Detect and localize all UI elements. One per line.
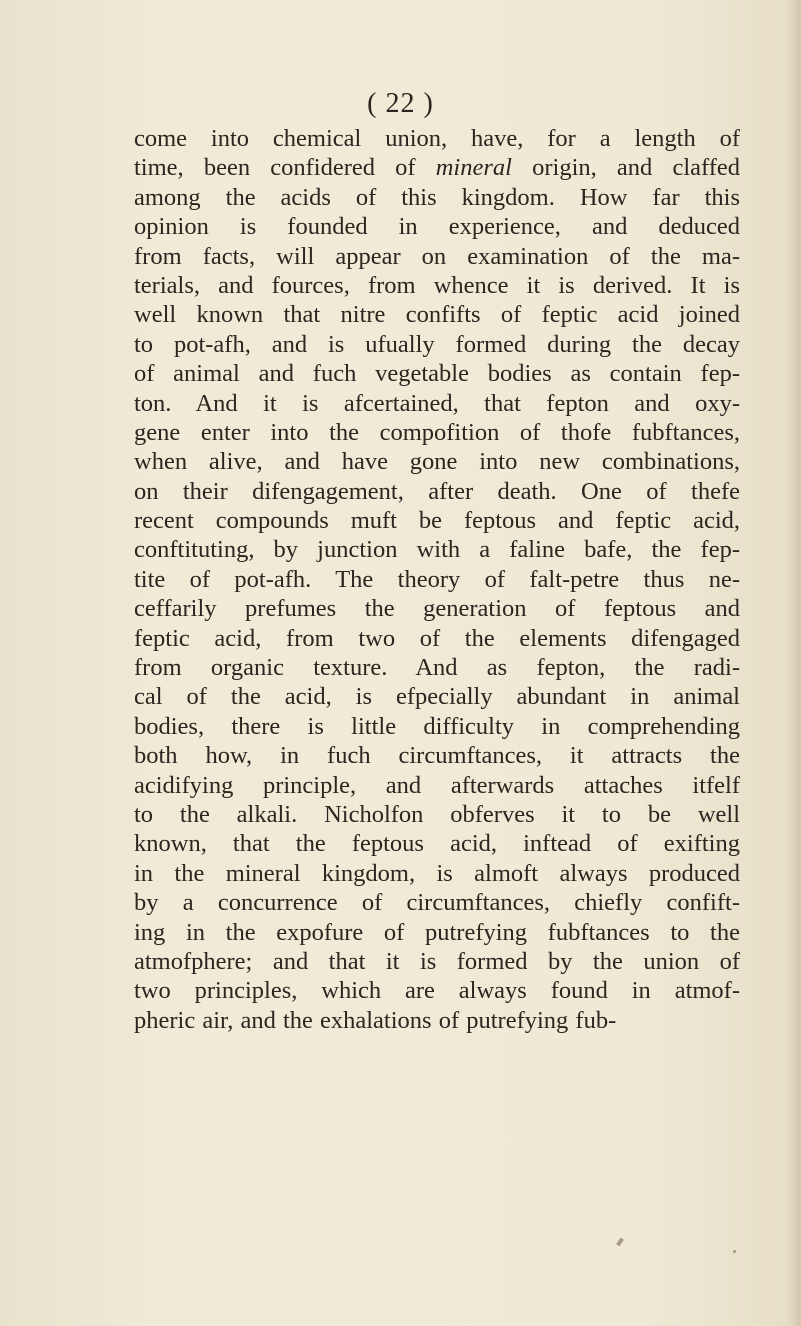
text-line: from facts, will appear on examination of the ma- [134, 242, 740, 270]
text-line: pheric air, and the exhalations of putrefying fub- [134, 1006, 617, 1034]
text-line: ton. And it is afcertained, that fepton and oxy- [134, 389, 740, 417]
text-line: gene enter into the compofition of thofe fubftances, [134, 418, 740, 446]
text-line: in the mineral kingdom, is almoft always produced [134, 859, 740, 887]
text-line: both how, in fuch circumftances, it attracts the [134, 742, 740, 770]
text-line: recent compounds muft be feptous and feptic acid, [134, 507, 740, 535]
text-line: conftituting, by junction with a faline bafe, the fep- [134, 536, 740, 564]
text-line: ceffarily prefumes the generation of feptous and [134, 595, 740, 623]
page-number: ( 22 ) [367, 88, 434, 119]
text-line: by a concurrence of circumftances, chiefly confift- [134, 889, 740, 917]
text-line: come into chemical union, have, for a length of [134, 125, 740, 152]
text-line: tite of pot-afh. The theory of falt-petre thus ne- [134, 565, 740, 593]
text-line: two principles, which are always found in atmof- [134, 977, 740, 1005]
page-edge-shadow [787, 0, 801, 1326]
paper-speck [733, 1250, 736, 1253]
text-line: when alive, and have gone into new combinations, [134, 448, 740, 476]
text-line: feptic acid, from two of the elements difengaged [134, 624, 740, 652]
text-line: to pot-afh, and is ufually formed during the decay [134, 330, 740, 358]
text-line: acidifying principle, and afterwards attaches itfelf [134, 771, 740, 799]
text-line: well known that nitre confifts of feptic acid joined [134, 301, 740, 329]
text-line: of animal and fuch vegetable bodies as contain fep- [134, 360, 740, 388]
body-text [134, 124, 740, 1035]
text-line: among the acids of this kingdom. How far this [134, 183, 740, 211]
text-line: atmofphere; and that it is formed by the union of [134, 947, 740, 975]
italic-word: mineral [435, 154, 512, 182]
text-segment: time, been confidered of [134, 154, 416, 182]
text-line: bodies, there is little difficulty in comprehending [134, 712, 740, 740]
text-segment: origin, and claffed [532, 154, 741, 182]
text-line: terials, and fources, from whence it is derived. It is [134, 271, 740, 299]
text-line [134, 153, 740, 182]
paper-speck [616, 1238, 624, 1247]
text-line: cal of the acid, is efpecially abundant in animal [134, 683, 740, 711]
text-line: ing in the expofure of putrefying fubftances to the [134, 918, 740, 946]
text-line: to the alkali. Nicholfon obferves it to be well [134, 800, 740, 828]
text-line: opinion is founded in experience, and deduced [134, 213, 740, 241]
text-line: from organic texture. And as fepton, the radi- [134, 654, 740, 682]
text-line: on their difengagement, after death. One of thefe [134, 477, 740, 505]
text-line: known, that the feptous acid, inftead of exifting [134, 830, 740, 858]
